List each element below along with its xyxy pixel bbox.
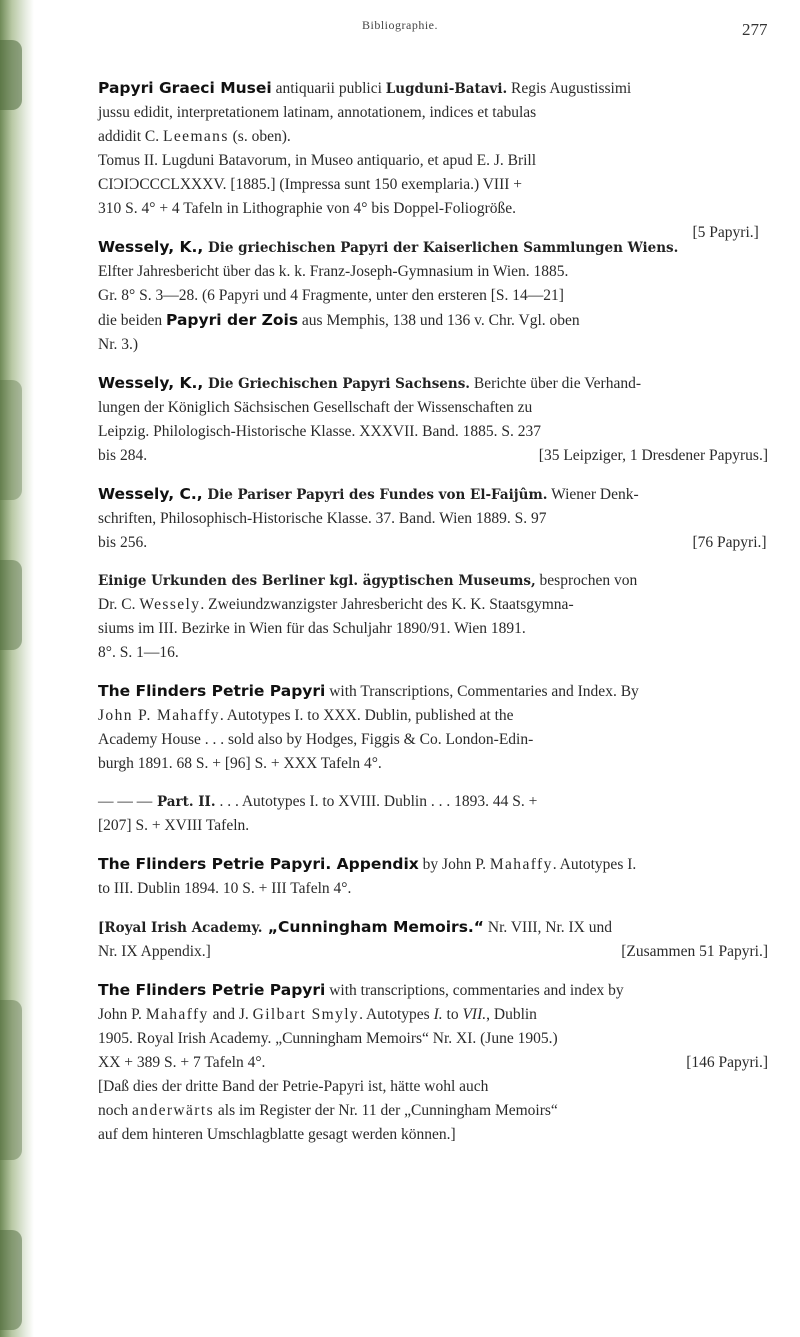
entry-text: Academy House . . . sold also by Hodges, Figgis & Co. London-Edin- [98, 731, 534, 748]
entry-text: Elfter Jahresbericht über das k. k. Franz-Joseph-Gymnasium in Wien. 1885. [98, 263, 569, 280]
entry-text: Regis Augustissimi [507, 80, 632, 97]
ditto-dashes: — — — [98, 793, 153, 810]
edge-stain [0, 380, 22, 500]
entry-text: antiquarii publici [271, 80, 386, 97]
entry-title: Einige Urkunden des Berliner kgl. ägyptischen Museums, [98, 573, 536, 589]
entry-note: [Zusammen 51 Papyri.] [621, 943, 768, 960]
entry-title: Lugduni-Batavi. [385, 81, 508, 97]
entry-lead: Wessely, K., [98, 238, 204, 256]
entry-lead: The Flinders Petrie Papyri [98, 981, 326, 999]
entry-text: with transcriptions, commentaries and index by [325, 982, 624, 999]
entry-text: 310 S. 4° + 4 Tafeln in Lithographie von 4° bis Doppel-Foliogröße. [98, 200, 516, 217]
entry-text: besprochen von [535, 572, 638, 589]
entry-title: [Royal Irish Academy. [98, 920, 263, 936]
entry-text: aus Memphis, 138 und 136 v. Chr. Vgl. oben [298, 312, 580, 329]
author-name: Gilbart Smyly [252, 1006, 360, 1023]
entry-lead: „Cunningham Memoirs.“ [262, 918, 484, 936]
entry-text: siums im III. Bezirke in Wien für das Schuljahr 1890/91. Wien 1891. [98, 620, 526, 637]
entry-text: addidit C. [98, 128, 164, 145]
author-name: John P. Mahaffy [98, 707, 220, 724]
entry-text: 8°. S. 1—16. [98, 644, 179, 661]
author-name: Mahaffy [145, 1006, 209, 1023]
entry-text: bis 284. [98, 447, 148, 464]
entry-text: als im Register der Nr. 11 der „Cunningham Memoirs“ [214, 1102, 558, 1119]
entry-text: John P. [98, 1006, 146, 1023]
entry-text: XX + 389 S. + 7 Tafeln 4°. [98, 1054, 266, 1071]
entry-title: Die griechischen Papyri der Kaiserlichen Sammlungen Wiens. [203, 240, 679, 256]
entry-text: schriften, Philosophisch-Historische Klasse. 37. Band. Wien 1889. S. 97 [98, 510, 547, 527]
entry-text: [Daß dies der dritte Band der Petrie-Papyri ist, hätte wohl auch [98, 1078, 489, 1095]
entry-title: Die Pariser Papyri des Fundes von El-Faijûm. [202, 487, 548, 503]
entry-note: [5 Papyri.] [692, 224, 759, 241]
page-number: 277 [742, 20, 768, 39]
entry-text: I. [433, 1006, 443, 1023]
entry-lead: Papyri Graeci Musei [98, 79, 272, 97]
page-header [0, 18, 800, 38]
entry-text: Gr. 8° S. 3—28. (6 Papyri und 4 Fragmente, unter den ersteren [S. 14—21] [98, 287, 564, 304]
bibliography-entry [98, 76, 768, 241]
entry-text: 1905. Royal Irish Academy. „Cunningham Memoirs“ Nr. XI. (June 1905.) [98, 1030, 558, 1047]
entry-note: [35 Leipziger, 1 Dresdener Papyrus.] [538, 447, 768, 464]
author-name: Wessely [139, 596, 201, 613]
entry-text: . Zweiundzwanzigster Jahresbericht des K. K. Staatsgymna- [200, 596, 574, 613]
edge-stain [0, 1000, 22, 1160]
entry-text: Tomus II. Lugduni Batavorum, in Museo antiquario, et apud E. J. Brill [98, 152, 537, 169]
entry-text: Nr. 3.) [98, 336, 139, 353]
entry-text: Dr. C. [98, 596, 140, 613]
bibliography-entry [98, 915, 768, 964]
bibliography-entry [98, 371, 768, 468]
entry-text: , Dublin [486, 1006, 537, 1023]
entry-note: [76 Papyri.] [692, 534, 767, 551]
entry-text: noch [98, 1102, 133, 1119]
bibliography-entry [98, 852, 768, 901]
entry-text: (s. oben). [228, 128, 291, 145]
entry-text: to III. Dublin 1894. 10 S. + III Tafeln 4°. [98, 880, 352, 897]
entry-text: with Transcriptions, Commentaries and Index. By [325, 683, 639, 700]
entry-text: . . . Autotypes I. to XVIII. Dublin . . . 1893. 44 S. + [215, 793, 538, 810]
author-name: Mahaffy [489, 856, 553, 873]
entry-text: . Autotypes I. to XXX. Dublin, published at the [219, 707, 514, 724]
bibliography-entry [98, 482, 768, 555]
entry-lead: Wessely, K., [98, 374, 204, 392]
entry-text: . Autotypes [359, 1006, 434, 1023]
entry-title: Part. II. [152, 794, 216, 810]
author-name: Leemans [163, 128, 229, 145]
entry-text: anderwärts [132, 1102, 215, 1119]
edge-stain [0, 1230, 22, 1330]
entry-text: Wiener Denk- [547, 486, 639, 503]
bibliography-entry [98, 978, 768, 1147]
entry-text: auf dem hinteren Umschlagblatte gesagt werden können.] [98, 1126, 456, 1143]
bibliography-entry [98, 235, 768, 357]
entry-text: to [442, 1006, 463, 1023]
edge-stain [0, 40, 22, 110]
entry-lead: Wessely, C., [98, 485, 203, 503]
entry-text: . Autotypes I. [552, 856, 637, 873]
running-head: Bibliographie. [362, 18, 438, 32]
entry-text: die beiden [98, 312, 167, 329]
entry-lead: The Flinders Petrie Papyri [98, 682, 326, 700]
entry-title: Die Griechischen Papyri Sachsens. [203, 376, 470, 392]
bibliography-entry [98, 790, 768, 838]
entry-text: Nr. VIII, Nr. IX und [484, 919, 613, 936]
bibliography-body [98, 76, 768, 1161]
entry-text: jussu edidit, interpretationem latinam, annotationem, indices et tabulas [98, 104, 537, 121]
entry-text: Leipzig. Philologisch-Historische Klasse. XXXVII. Band. 1885. S. 237 [98, 423, 541, 440]
entry-text: Berichte über die Verhand- [470, 375, 642, 392]
edge-stain [0, 560, 22, 650]
entry-text: CIƆIƆCCCLXXXV. [1885.] (Impressa sunt 150 exemplaria.) VIII + [98, 176, 523, 193]
bibliography-entry [98, 679, 768, 776]
entry-lead: The Flinders Petrie Papyri. Appendix [98, 855, 419, 873]
entry-lead: Papyri der Zois [166, 311, 299, 329]
entry-note: [146 Papyri.] [686, 1054, 768, 1071]
page-edge-shadow [0, 0, 34, 1337]
entry-text: bis 256. [98, 534, 148, 551]
entry-text: by John P. [418, 856, 490, 873]
bibliography-entry [98, 569, 768, 665]
entry-text: Nr. IX Appendix.] [98, 943, 211, 960]
entry-text: lungen der Königlich Sächsischen Gesellschaft der Wissenschaften zu [98, 399, 533, 416]
entry-text: and J. [208, 1006, 253, 1023]
entry-text: [207] S. + XVIII Tafeln. [98, 817, 250, 834]
entry-text: burgh 1891. 68 S. + [96] S. + XXX Tafeln 4°. [98, 755, 382, 772]
entry-text: VII. [462, 1006, 487, 1023]
